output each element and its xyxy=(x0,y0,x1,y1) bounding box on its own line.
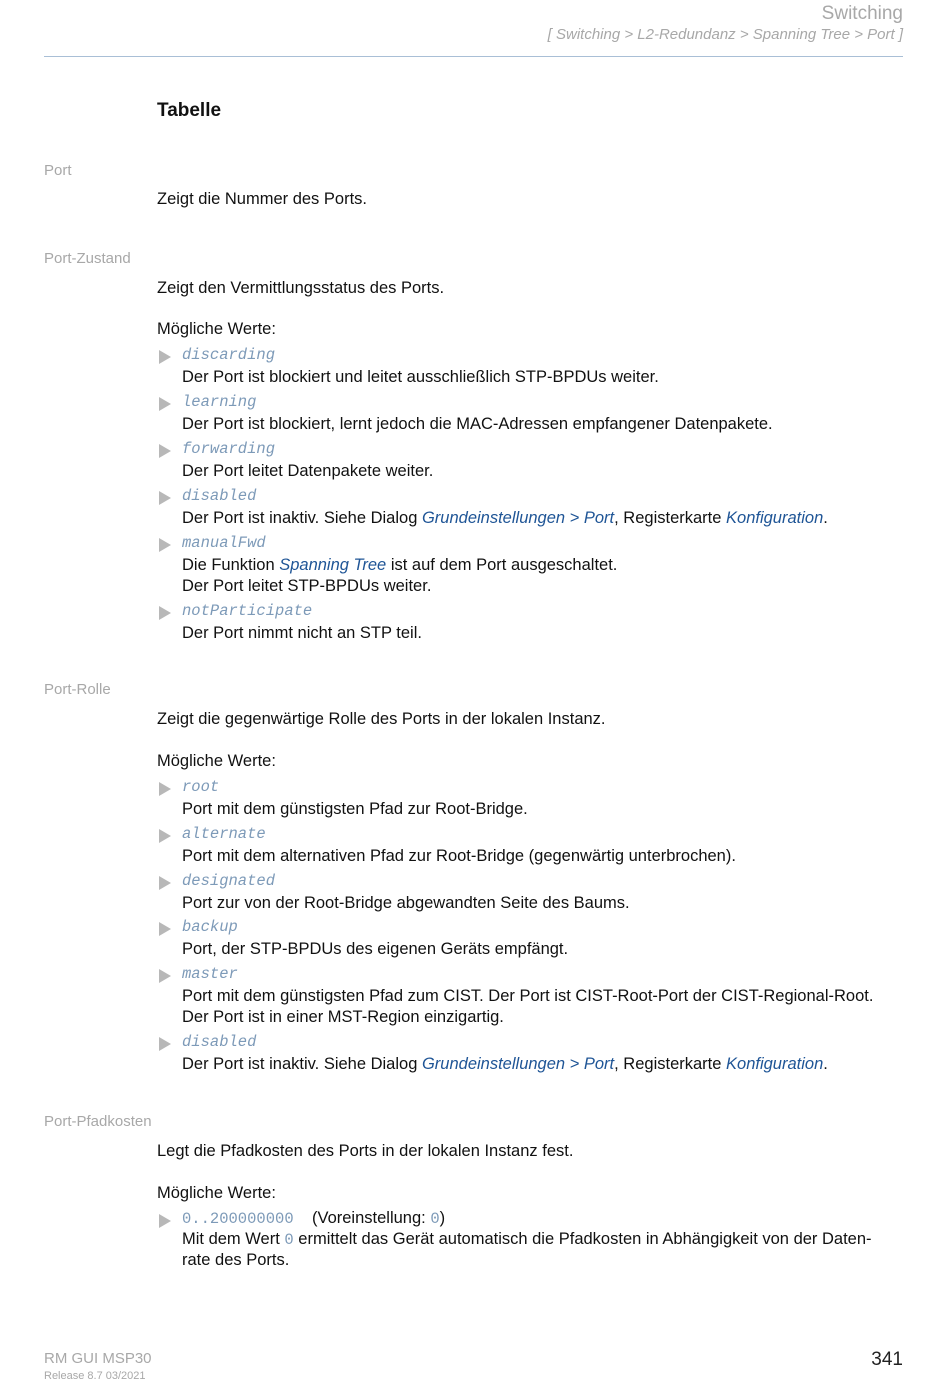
value-description: Der Port leitet STP-BPDUs weiter. xyxy=(182,577,432,595)
bullet-arrow-icon xyxy=(159,491,171,505)
bullet-arrow-icon xyxy=(159,444,171,458)
description-text: Der Port ist inaktiv. Siehe Dialog xyxy=(182,509,422,527)
value-description: Der Port ist in einer MST-Region einzigartig. xyxy=(182,1008,504,1026)
bullet-arrow-icon xyxy=(159,876,171,890)
value-code: discarding xyxy=(182,346,276,364)
value-description: Port mit dem alternativen Pfad zur Root-Bridge (gegenwärtig unterbrochen). xyxy=(182,847,736,865)
value-description xyxy=(182,1054,828,1075)
description-text: , Registerkarte xyxy=(614,509,727,527)
value-description: Der Port leitet Datenpakete weiter. xyxy=(182,462,434,480)
value-code: notParticipate xyxy=(182,602,313,620)
default-value-note xyxy=(312,1208,445,1230)
value-description: Der Port nimmt nicht an STP teil. xyxy=(182,624,422,642)
dialog-link[interactable]: Grundeinstellungen > Port xyxy=(421,1055,615,1073)
value-description xyxy=(182,1229,872,1251)
default-value: 0 xyxy=(430,1210,440,1228)
value-code: disabled xyxy=(182,487,257,505)
param-name-path-cost: Port-Pfadkosten xyxy=(44,1113,152,1130)
value-description xyxy=(182,508,828,529)
param-description-port: Zeigt die Nummer des Ports. xyxy=(157,190,367,208)
value-code: master xyxy=(182,965,238,983)
possible-values-label: Mögliche Werte: xyxy=(157,1184,276,1202)
description-text: Mit dem Wert xyxy=(182,1230,285,1248)
value-description: Port mit dem günstigsten Pfad zum CIST. Der Port ist CIST-Root-Port der CIST-Regional-Root. xyxy=(182,987,874,1005)
value-code: learning xyxy=(182,393,257,411)
param-description-port-state: Zeigt den Vermittlungsstatus des Ports. xyxy=(157,279,445,297)
tab-link[interactable]: Konfiguration xyxy=(726,509,824,527)
value-description: Port mit dem günstigsten Pfad zur Root-Bridge. xyxy=(182,800,528,818)
description-text: ) xyxy=(439,1209,446,1227)
bullet-arrow-icon xyxy=(159,397,171,411)
description-text: ist auf dem Port ausgeschaltet. xyxy=(386,556,618,574)
header-title: Switching xyxy=(821,3,903,24)
value-description: rate des Ports. xyxy=(182,1251,290,1269)
bullet-arrow-icon xyxy=(159,538,171,552)
bullet-arrow-icon xyxy=(159,1037,171,1051)
bullet-arrow-icon xyxy=(159,606,171,620)
value-range: 0..200000000 xyxy=(182,1210,294,1228)
value-description: Port zur von der Root-Bridge abgewandten Seite des Baums. xyxy=(182,894,630,912)
bullet-arrow-icon xyxy=(159,782,171,796)
value-code: root xyxy=(182,778,220,796)
description-text: (Voreinstellung: xyxy=(312,1209,431,1227)
param-name-port-role: Port-Rolle xyxy=(44,681,111,698)
bullet-arrow-icon xyxy=(159,829,171,843)
possible-values-label: Mögliche Werte: xyxy=(157,752,276,770)
value-code: disabled xyxy=(182,1033,257,1051)
value-description xyxy=(182,555,617,576)
header-divider xyxy=(44,56,903,57)
bullet-arrow-icon xyxy=(159,969,171,983)
value-code: forwarding xyxy=(182,440,276,458)
inline-value: 0 xyxy=(284,1231,294,1249)
description-text: Der Port ist inaktiv. Siehe Dialog xyxy=(182,1055,422,1073)
param-name-port-state: Port-Zustand xyxy=(44,250,131,267)
description-text: ermittelt das Gerät automatisch die Pfadkosten in Abhängigkeit von der Daten- xyxy=(293,1230,872,1248)
section-title: Tabelle xyxy=(157,100,222,121)
value-code: designated xyxy=(182,872,276,890)
value-description: Der Port ist blockiert und leitet ausschließlich STP-BPDUs weiter. xyxy=(182,368,659,386)
possible-values-label: Mögliche Werte: xyxy=(157,320,276,338)
bullet-arrow-icon xyxy=(159,1214,171,1228)
page-number: 341 xyxy=(871,1349,903,1370)
tab-link[interactable]: Konfiguration xyxy=(726,1055,824,1073)
param-description-port-role: Zeigt die gegenwärtige Rolle des Ports in der lokalen Instanz. xyxy=(157,710,606,728)
bullet-arrow-icon xyxy=(159,922,171,936)
function-link[interactable]: Spanning Tree xyxy=(279,556,387,574)
description-text: . xyxy=(823,509,828,527)
description-text: , Registerkarte xyxy=(614,1055,727,1073)
dialog-link[interactable]: Grundeinstellungen > Port xyxy=(421,509,615,527)
description-text: . xyxy=(823,1055,828,1073)
value-description: Der Port ist blockiert, lernt jedoch die MAC-Adressen empfangener Datenpakete. xyxy=(182,415,773,433)
value-code: alternate xyxy=(182,825,266,843)
value-code: manualFwd xyxy=(182,534,266,552)
breadcrumb: [ Switching > L2-Redundanz > Spanning Tree > Port ] xyxy=(547,26,903,43)
footer-release: Release 8.7 03/2021 xyxy=(44,1370,146,1382)
param-name-port: Port xyxy=(44,162,72,179)
param-description-path-cost: Legt die Pfadkosten des Ports in der lokalen Instanz fest. xyxy=(157,1142,574,1160)
description-text: Die Funktion xyxy=(182,556,280,574)
bullet-arrow-icon xyxy=(159,350,171,364)
footer-document-id: RM GUI MSP30 xyxy=(44,1350,152,1367)
value-description: Port, der STP-BPDUs des eigenen Geräts empfängt. xyxy=(182,940,569,958)
value-code: backup xyxy=(182,918,238,936)
